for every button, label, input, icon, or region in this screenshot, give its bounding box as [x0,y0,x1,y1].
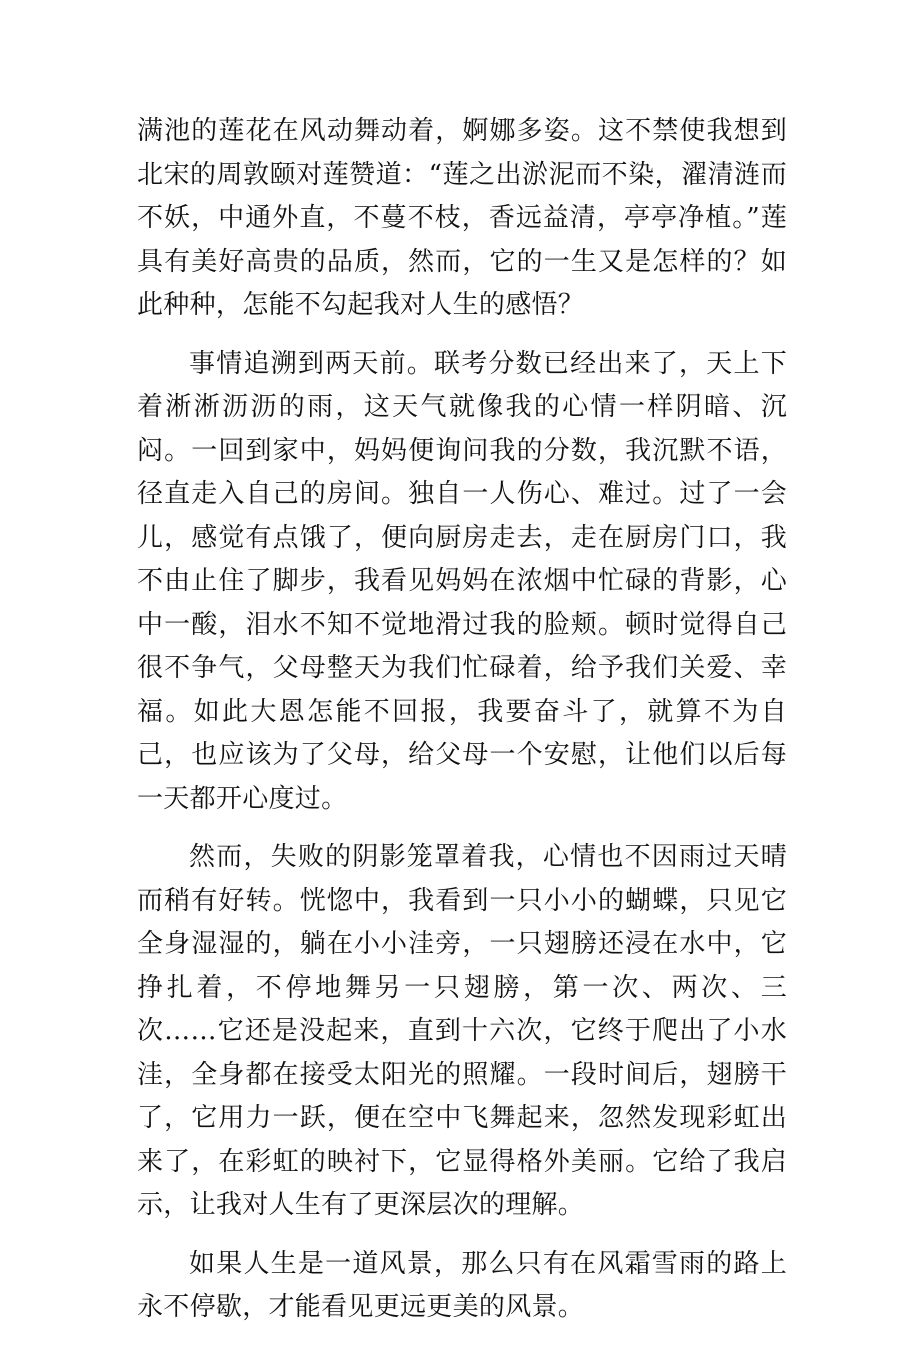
paragraph-3: 然而，失败的阴影笼罩着我，心情也不因雨过天晴而稍有好转。恍惚中，我看到一只小小的蝴蝶，只见它全身湿湿的，躺在小小洼旁，一只翅膀还浸在水中，它挣扎着，不停地舞另一只翅膀，第一次、两次、三次……它还是没起来，直到十六次，它终于爬出了小水洼，全身都在接受太阳光的照耀。一段时间后，翅膀干了，它用力一跃，便在空中飞舞起来，忽然发现彩虹出来了，在彩虹的映衬下，它显得格外美丽。它给了我启示，让我对人生有了更深层次的理解。 [137,842,787,1220]
paragraph-1: 满池的莲花在风动舞动着，婀娜多姿。这不禁使我想到北宋的周敦颐对莲赞道：“莲之出淤泥而不染，濯清涟而不妖，中通外直，不蔓不枝，香远益清，亭亭净植。”莲具有美好高贵的品质，然而，它的一生又是怎样的？如此种种，怎能不勾起我对人生的感悟？ [137,116,787,320]
document-body [137,110,787,1345]
paragraph-2: 事情追溯到两天前。联考分数已经出来了，天上下着淅淅沥沥的雨，这天气就像我的心情一样阴暗、沉闷。一回到家中，妈妈便询问我的分数，我沉默不语，径直走入自己的房间。独自一人伤心、难过。过了一会儿，感觉有点饿了，便向厨房走去，走在厨房门口，我不由止住了脚步，我看见妈妈在浓烟中忙碌的背影，心中一酸，泪水不知不觉地滑过我的脸颊。顿时觉得自己很不争气，父母整天为我们忙碌着，给予我们关爱、幸福。如此大恩怎能不回报，我要奋斗了，就算不为自己，也应该为了父母，给父母一个安慰，让他们以后每一天都开心度过。 [137,348,787,814]
paragraph-4: 如果人生是一道风景，那么只有在风霜雪雨的路上永不停歇，才能看见更远更美的风景。 [137,1248,787,1322]
